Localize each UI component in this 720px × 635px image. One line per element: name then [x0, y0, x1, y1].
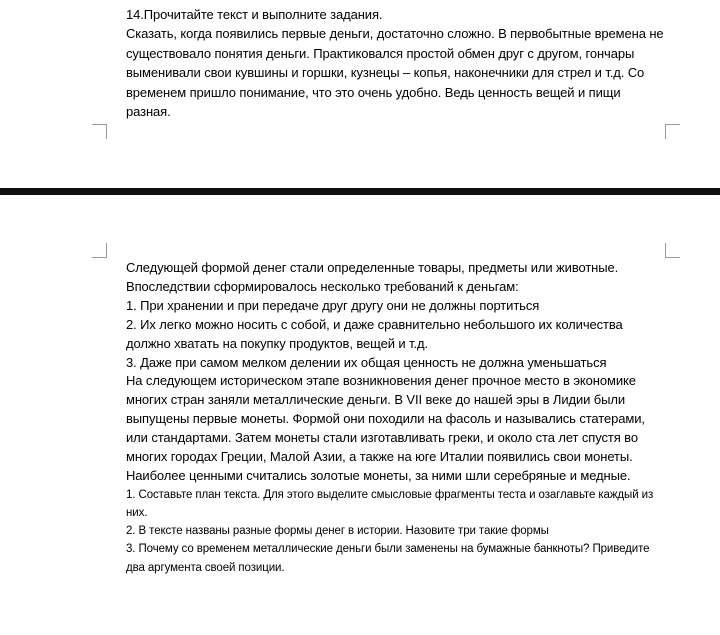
requirement-item: 3. Даже при самом мелком делении их общая ценность не должна уменьшаться: [126, 354, 607, 370]
top-page-text: [126, 5, 666, 121]
bottom-page-text: [126, 259, 666, 577]
intro-paragraph: Сказать, когда появились первые деньги, достаточно сложно. В первобытные времена не существовало понятия деньги. Практиковался простой обмен друг с другом, гончары выменивали свои кувшины и горшки, кузнецы – копья, наконечники для стрел и т.д. Со временем пришло понимание, что это очень удобно. Ведь ценность вещей и пищи разная.: [126, 26, 664, 120]
page-separator: [0, 188, 720, 195]
crop-mark-top-left: [92, 124, 107, 139]
task-item: 2. В тексте названы разные формы денег в истории. Назовите три такие формы: [126, 525, 549, 538]
task-item: 3. Почему со временем металлические деньги были заменены на бумажные банкноты? Приведите два аргумента своей позиции.: [126, 543, 650, 574]
crop-mark-bottom-left: [92, 243, 107, 258]
metal-money-paragraph: На следующем историческом этапе возникновения денег прочное место в экономике многих стран заняли металлические деньги. В VII веке до нашей эры в Лидии были выпущены первые монеты. Формой они походили на фасоль и назывались статерами, или стандартами. Затем монеты стали изготавливать греки, и около ста лет спустя во многих городах Греции, Малой Азии, а также на юге Италии появились свои монеты. Наиболее ценными считались золотые монеты, за ними шли серебряные и медные.: [126, 373, 645, 483]
crop-mark-bottom-right: [665, 243, 680, 258]
task-item: 1. Составьте план текста. Для этого выделите смысловые фрагменты теста и озаглавьте каждый из них.: [126, 488, 654, 520]
task-heading: 14.Прочитайте текст и выполните задания.: [126, 7, 383, 22]
requirement-item: 1. При хранении и при передаче друг другу они не должны портиться: [126, 297, 540, 313]
requirement-item: 2. Их легко можно носить с собой, и даже сравнительно небольшого их количества должно хватать на покупку продуктов, вещей и т.д.: [126, 316, 623, 351]
crop-mark-top-right: [665, 124, 680, 139]
forms-intro: Следующей формой денег стали определенные товары, предметы или животные. Впоследствии сформировалось несколько требований к деньгам:: [126, 260, 619, 294]
